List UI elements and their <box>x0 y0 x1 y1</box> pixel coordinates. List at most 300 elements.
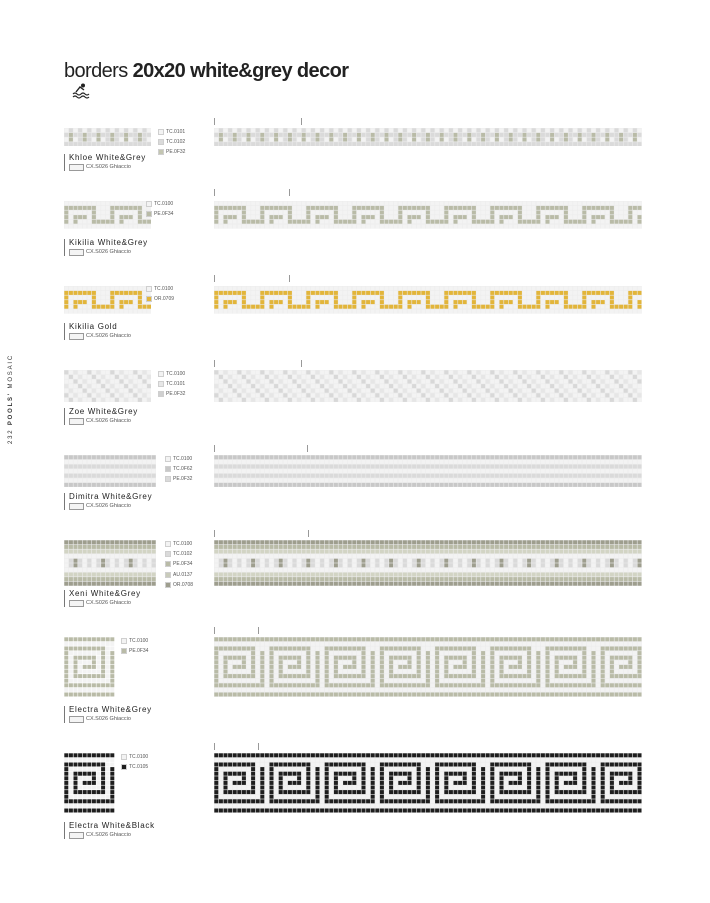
mosaic-tile <box>78 478 82 482</box>
mosaic-tile <box>214 559 218 563</box>
mosaic-tile <box>302 380 306 384</box>
mosaic-tile <box>486 133 490 137</box>
mosaic-tile <box>124 370 128 374</box>
mosaic-tile <box>256 224 260 228</box>
mosaic-tile <box>380 384 384 388</box>
mosaic-tile <box>375 642 379 646</box>
mosaic-tile <box>74 469 78 473</box>
mosaic-tile <box>87 296 91 300</box>
mosaic-tile <box>283 215 287 219</box>
mosaic-tile <box>500 128 504 132</box>
mosaic-tile <box>619 637 623 641</box>
mosaic-tile <box>270 559 274 563</box>
mosaic-tile <box>412 460 416 464</box>
mosaic-tile <box>147 389 151 393</box>
mosaic-tile <box>564 142 568 146</box>
mosaic-tile <box>362 133 366 137</box>
mosaic-tile <box>490 384 494 388</box>
mosaic-tile <box>417 291 421 295</box>
mosaic-tile <box>615 573 619 577</box>
mosaic-tile <box>320 380 324 384</box>
mosaic-tile <box>559 577 563 581</box>
mosaic-tile <box>270 305 274 309</box>
mosaic-tile <box>481 286 485 290</box>
mosaic-tile <box>224 389 228 393</box>
mosaic-tile <box>316 389 320 393</box>
mosaic-tile <box>619 554 623 558</box>
mosaic-tile <box>569 642 573 646</box>
mosaic-tile <box>371 286 375 290</box>
mosaic-tile <box>343 577 347 581</box>
mosaic-tile <box>334 305 338 309</box>
mosaic-tile <box>513 370 517 374</box>
mosaic-tile <box>426 370 430 374</box>
mosaic-tile <box>120 460 124 464</box>
mosaic-tile <box>490 142 494 146</box>
mosaic-tile <box>343 478 347 482</box>
mosaic-tile <box>352 389 356 393</box>
mosaic-tile <box>69 563 73 567</box>
mosaic-tile <box>143 305 147 309</box>
mosaic-tile <box>398 138 402 142</box>
mosaic-tile <box>421 300 425 304</box>
mosaic-tile <box>237 296 241 300</box>
grout-code: CX.S026 Ghiaccio <box>86 163 131 170</box>
mosaic-tile <box>302 568 306 572</box>
mosaic-tile <box>270 568 274 572</box>
mosaic-tile <box>316 138 320 142</box>
mosaic-tile <box>417 309 421 313</box>
mosaic-tile <box>297 554 301 558</box>
mosaic-tile <box>523 642 527 646</box>
mosaic-tile <box>417 138 421 142</box>
mosaic-tile <box>375 559 379 563</box>
mosaic-tile <box>490 206 494 210</box>
mosaic-tile <box>78 647 82 651</box>
mosaic-tile <box>389 305 393 309</box>
mosaic-tile <box>601 460 605 464</box>
mosaic-tile <box>509 309 513 313</box>
mosaic-tile <box>311 563 315 567</box>
mosaic-tile <box>389 478 393 482</box>
mosaic-tile <box>403 474 407 478</box>
mosaic-tile <box>124 545 128 549</box>
mosaic-tile <box>224 215 228 219</box>
mosaic-tile <box>481 215 485 219</box>
mosaic-tile <box>120 206 124 210</box>
mosaic-tile <box>74 201 78 205</box>
mosaic-tile <box>490 296 494 300</box>
mosaic-tile <box>97 573 101 577</box>
mosaic-tile <box>115 545 119 549</box>
mosaic-tile <box>124 291 128 295</box>
mosaic-tile <box>106 215 110 219</box>
mosaic-tile <box>357 577 361 581</box>
mosaic-tile <box>467 559 471 563</box>
mosaic-tile <box>578 211 582 215</box>
mosaic-tile <box>366 206 370 210</box>
mosaic-tile <box>435 128 439 132</box>
mosaic-tile <box>559 545 563 549</box>
mosaic-tile <box>329 577 333 581</box>
mosaic-tile <box>64 545 68 549</box>
mosaic-tile <box>444 384 448 388</box>
mosaic-tile <box>329 291 333 295</box>
mosaic-tile <box>224 460 228 464</box>
mosaic-tile <box>435 215 439 219</box>
mosaic-tile <box>306 375 310 379</box>
mosaic-tile <box>472 582 476 586</box>
mosaic-tile <box>64 469 68 473</box>
mosaic-tile <box>582 224 586 228</box>
mosaic-tile <box>467 300 471 304</box>
mosaic-tile <box>477 577 481 581</box>
mosaic-tile <box>592 554 596 558</box>
mosaic-tile <box>83 469 87 473</box>
mosaic-tile <box>582 286 586 290</box>
mosaic-tile <box>352 300 356 304</box>
mosaic-tile <box>293 455 297 459</box>
mosaic-tile <box>458 305 462 309</box>
mosaic-tile <box>78 211 82 215</box>
mosaic-tile <box>78 683 82 687</box>
mosaic-tile <box>596 380 600 384</box>
mosaic-tile <box>440 215 444 219</box>
mosaic-tile <box>417 211 421 215</box>
mosaic-tile <box>638 478 642 482</box>
mosaic-tile <box>325 220 329 224</box>
mosaic-tile <box>306 206 310 210</box>
mosaic-tile <box>375 220 379 224</box>
mosaic-tile <box>352 380 356 384</box>
mosaic-tile <box>532 563 536 567</box>
mosaic-tile <box>78 138 82 142</box>
mosaic-tile <box>628 133 632 137</box>
mosaic-tile <box>444 142 448 146</box>
mosaic-tile <box>412 128 416 132</box>
mosaic-tile <box>237 309 241 313</box>
mosaic-tile <box>106 291 110 295</box>
mosaic-tile <box>348 286 352 290</box>
mosaic-tile <box>509 478 513 482</box>
mosaic-tile <box>147 568 151 572</box>
mosaic-tile <box>371 455 375 459</box>
mosaic-tile <box>270 138 274 142</box>
mosaic-tile <box>219 398 223 402</box>
mosaic-tile <box>320 224 324 228</box>
mosaic-tile <box>532 305 536 309</box>
mosaic-tile <box>495 142 499 146</box>
mosaic-tile <box>83 483 87 487</box>
mosaic-tile <box>260 559 264 563</box>
mosaic-tile <box>513 133 517 137</box>
mosaic-tile <box>69 211 73 215</box>
mosaic-tile <box>435 286 439 290</box>
mosaic-tile <box>97 370 101 374</box>
mosaic-tile <box>293 568 297 572</box>
mosaic-tile <box>463 559 467 563</box>
mosaic-tile <box>532 375 536 379</box>
mosaic-tile <box>481 474 485 478</box>
mosaic-tile <box>120 133 124 137</box>
mosaic-tile <box>454 455 458 459</box>
mosaic-tile <box>306 300 310 304</box>
mosaic-tile <box>380 398 384 402</box>
mosaic-tile <box>87 545 91 549</box>
mosaic-tile <box>97 642 101 646</box>
mosaic-tile <box>472 128 476 132</box>
grout-code: CX.S026 Ghiaccio <box>86 502 131 509</box>
mosaic-tile <box>394 309 398 313</box>
mosaic-tile <box>569 380 573 384</box>
mosaic-tile <box>237 389 241 393</box>
mosaic-tile <box>143 465 147 469</box>
mosaic-tile <box>546 389 550 393</box>
mosaic-tile <box>247 393 251 397</box>
mosaic-tile <box>329 305 333 309</box>
mosaic-tile <box>339 393 343 397</box>
mosaic-tile <box>343 224 347 228</box>
mosaic-tile <box>219 465 223 469</box>
mosaic-tile <box>120 483 124 487</box>
mosaic-tile <box>366 582 370 586</box>
mosaic-tile <box>147 540 151 544</box>
mosaic-tile <box>523 224 527 228</box>
mosaic-tile <box>237 201 241 205</box>
mosaic-tile <box>394 224 398 228</box>
mosaic-tile <box>403 573 407 577</box>
mosaic-tile <box>385 474 389 478</box>
mosaic-tile <box>87 637 91 641</box>
mosaic-tile <box>106 309 110 313</box>
mosaic-tile <box>449 469 453 473</box>
mosaic-tile <box>64 220 68 224</box>
mosaic-tile <box>417 133 421 137</box>
mosaic-tile <box>101 375 105 379</box>
mosaic-tile <box>293 138 297 142</box>
mosaic-tile <box>426 455 430 459</box>
mosaic-tile <box>467 465 471 469</box>
mosaic-tile <box>92 206 96 210</box>
mosaic-tile <box>523 573 527 577</box>
mosaic-tile <box>352 582 356 586</box>
mosaic-tile <box>477 375 481 379</box>
mosaic-tile <box>412 291 416 295</box>
mosaic-tile <box>233 286 237 290</box>
mosaic-tile <box>463 398 467 402</box>
mosaic-tile <box>339 370 343 374</box>
mosaic-tile <box>357 224 361 228</box>
mosaic-tile <box>421 384 425 388</box>
mosaic-tile <box>596 206 600 210</box>
mosaic-tile <box>133 582 137 586</box>
mosaic-tile <box>311 568 315 572</box>
mosaic-tile <box>582 568 586 572</box>
mosaic-tile <box>454 305 458 309</box>
mosaic-tile <box>582 550 586 554</box>
mosaic-tile <box>302 559 306 563</box>
mosaic-tile <box>389 559 393 563</box>
mosaic-tile <box>467 142 471 146</box>
mosaic-tile <box>348 563 352 567</box>
mosaic-tile <box>138 455 142 459</box>
mosaic-tile <box>362 460 366 464</box>
mosaic-tile <box>366 380 370 384</box>
mosaic-tile <box>587 309 591 313</box>
mosaic-tile <box>143 554 147 558</box>
mosaic-tile <box>555 545 559 549</box>
mosaic-tile <box>357 296 361 300</box>
mosaic-tile <box>628 393 632 397</box>
mosaic-tile <box>265 474 269 478</box>
mosaic-tile <box>228 305 232 309</box>
mosaic-tile <box>120 393 124 397</box>
mosaic-tile <box>302 384 306 388</box>
mosaic-tile <box>237 370 241 374</box>
mosaic-tile <box>120 286 124 290</box>
mosaic-tile <box>325 133 329 137</box>
mosaic-tile <box>147 375 151 379</box>
mosaic-tile <box>444 455 448 459</box>
mosaic-tile <box>233 469 237 473</box>
mosaic-tile <box>106 393 110 397</box>
mosaic-tile <box>527 286 531 290</box>
mosaic-tile <box>472 300 476 304</box>
mosaic-tile <box>638 384 642 388</box>
mosaic-tile <box>265 540 269 544</box>
mosaic-tile <box>297 211 301 215</box>
mosaic-tile <box>256 478 260 482</box>
mosaic-tile <box>120 380 124 384</box>
mosaic-tile <box>83 568 87 572</box>
mosaic-tile <box>463 474 467 478</box>
mosaic-tile <box>129 559 133 563</box>
mosaic-tile <box>224 138 228 142</box>
mosaic-tile <box>509 393 513 397</box>
mosaic-tile <box>555 474 559 478</box>
mosaic-tile <box>408 201 412 205</box>
mosaic-tile <box>69 389 73 393</box>
mosaic-tile <box>601 582 605 586</box>
mosaic-tile <box>628 554 632 558</box>
mosaic-tile <box>638 393 642 397</box>
mosaic-tile <box>573 296 577 300</box>
mosaic-tile <box>426 637 430 641</box>
mosaic-tile <box>283 206 287 210</box>
mosaic-tile <box>320 300 324 304</box>
mosaic-tile <box>619 224 623 228</box>
mosaic-tile <box>74 300 78 304</box>
mosaic-tile <box>587 573 591 577</box>
mosaic-tile <box>633 224 637 228</box>
mosaic-tile <box>219 211 223 215</box>
mosaic-tile <box>251 309 255 313</box>
mosaic-tile <box>228 380 232 384</box>
mosaic-tile <box>463 201 467 205</box>
mosaic-tile <box>412 138 416 142</box>
mosaic-tile <box>472 642 476 646</box>
mosaic-tile <box>546 483 550 487</box>
mosaic-tile <box>624 483 628 487</box>
mosaic-tile <box>481 370 485 374</box>
mosaic-tile <box>518 389 522 393</box>
mosaic-tile <box>348 478 352 482</box>
mosaic-tile <box>578 133 582 137</box>
mosaic-tile <box>233 384 237 388</box>
mosaic-tile <box>265 550 269 554</box>
mosaic-tile <box>224 573 228 577</box>
mosaic-tile <box>546 573 550 577</box>
mosaic-tile <box>509 380 513 384</box>
mosaic-tile <box>509 224 513 228</box>
mosaic-tile <box>431 305 435 309</box>
mosaic-tile <box>129 291 133 295</box>
mosaic-tile <box>143 380 147 384</box>
mosaic-tile <box>587 474 591 478</box>
mosaic-tile <box>283 577 287 581</box>
mosaic-tile <box>228 224 232 228</box>
mosaic-tile <box>274 375 278 379</box>
mosaic-tile <box>596 483 600 487</box>
mosaic-tile <box>97 577 101 581</box>
mosaic-tile <box>477 370 481 374</box>
mosaic-tile <box>325 291 329 295</box>
mosaic-tile <box>550 545 554 549</box>
mosaic-tile <box>610 563 614 567</box>
mosaic-tile <box>251 478 255 482</box>
mosaic-tile <box>426 384 430 388</box>
mosaic-tile <box>147 133 151 137</box>
mosaic-tile <box>343 380 347 384</box>
mosaic-tile <box>486 201 490 205</box>
mosaic-tile <box>228 563 232 567</box>
mosaic-tile <box>352 201 356 205</box>
mosaic-tile <box>587 554 591 558</box>
mosaic-tile <box>92 300 96 304</box>
mosaic-tile <box>288 573 292 577</box>
mosaic-tile <box>624 540 628 544</box>
mosaic-tile <box>224 577 228 581</box>
mosaic-tile <box>555 215 559 219</box>
mosaic-tile <box>605 568 609 572</box>
mosaic-tile <box>628 469 632 473</box>
mosaic-tile <box>509 220 513 224</box>
mosaic-tile <box>279 460 283 464</box>
mosaic-tile <box>454 637 458 641</box>
mosaic-tile <box>578 478 582 482</box>
mosaic-tile <box>463 642 467 646</box>
mosaic-tile <box>463 637 467 641</box>
mosaic-tile <box>69 220 73 224</box>
mosaic-tile <box>504 465 508 469</box>
mosaic-tile <box>288 142 292 146</box>
mosaic-tile <box>458 455 462 459</box>
mosaic-tile <box>69 460 73 464</box>
mosaic-tile <box>297 215 301 219</box>
mosaic-tile <box>92 133 96 137</box>
color-code-row <box>158 127 185 137</box>
mosaic-tile <box>398 384 402 388</box>
mosaic-tile <box>458 133 462 137</box>
mosaic-tile <box>624 389 628 393</box>
mosaic-tile <box>394 142 398 146</box>
mosaic-tile <box>357 474 361 478</box>
mosaic-tile <box>129 540 133 544</box>
mosaic-tile <box>362 559 366 563</box>
mosaic-tile <box>615 211 619 215</box>
mosaic-tile <box>343 291 347 295</box>
mosaic-tile <box>587 478 591 482</box>
